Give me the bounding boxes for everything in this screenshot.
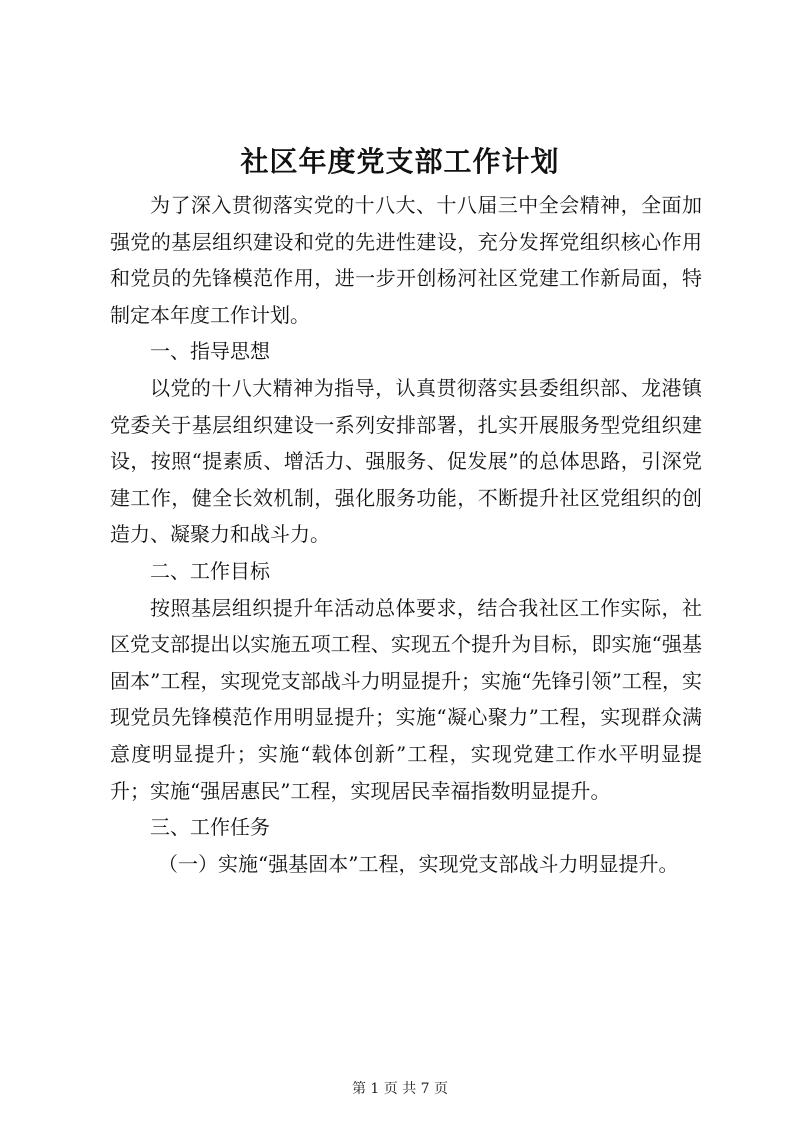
document-body: [110, 187, 702, 882]
section-heading-guiding-ideology: 一、指导思想: [150, 339, 270, 364]
work-goals-paragraph: 按照基层组织提升年活动总体要求，结合我社区工作实际，社区党支部提出以实施五项工程、实现五个提升为目标，即实施“强基固本”工程，实现党支部战斗力明显提升；实施“先锋引领”工程，实现党员先锋模范作用明显提升；实施“凝心聚力”工程，实现群众满意度明显提升；实施“载体创新”工程，实现党建工作水平明显提升；实施“强居惠民”工程，实现居民幸福指数明显提升。: [110, 595, 702, 803]
section-heading-work-goals: 二、工作目标: [150, 558, 270, 583]
section-heading-work-tasks: 三、工作任务: [150, 815, 270, 840]
guiding-ideology-paragraph: 以党的十八大精神为指导，认真贯彻落实县委组织部、龙港镇党委关于基层组织建设一系列安排部署，扎实开展服务型党组织建设，按照“提素质、增活力、强服务、促发展”的总体思路，引深党建工作，健全长效机制，强化服务功能，不断提升社区党组织的创造力、凝聚力和战斗力。: [110, 375, 702, 547]
intro-paragraph: 为了深入贯彻落实党的十八大、十八届三中全会精神，全面加强党的基层组织建设和党的先进性建设，充分发挥党组织核心作用和党员的先锋模范作用，进一步开创杨河社区党建工作新局面，特制定本年度工作计划。: [110, 193, 702, 327]
document-title: 社区年度党支部工作计划: [240, 145, 560, 178]
page-footer: 第 1 页 共 7 页: [351, 1081, 449, 1097]
subsection-heading-task-1: （一）实施“强基固本”工程，实现党支部战斗力明显提升。: [158, 851, 679, 876]
